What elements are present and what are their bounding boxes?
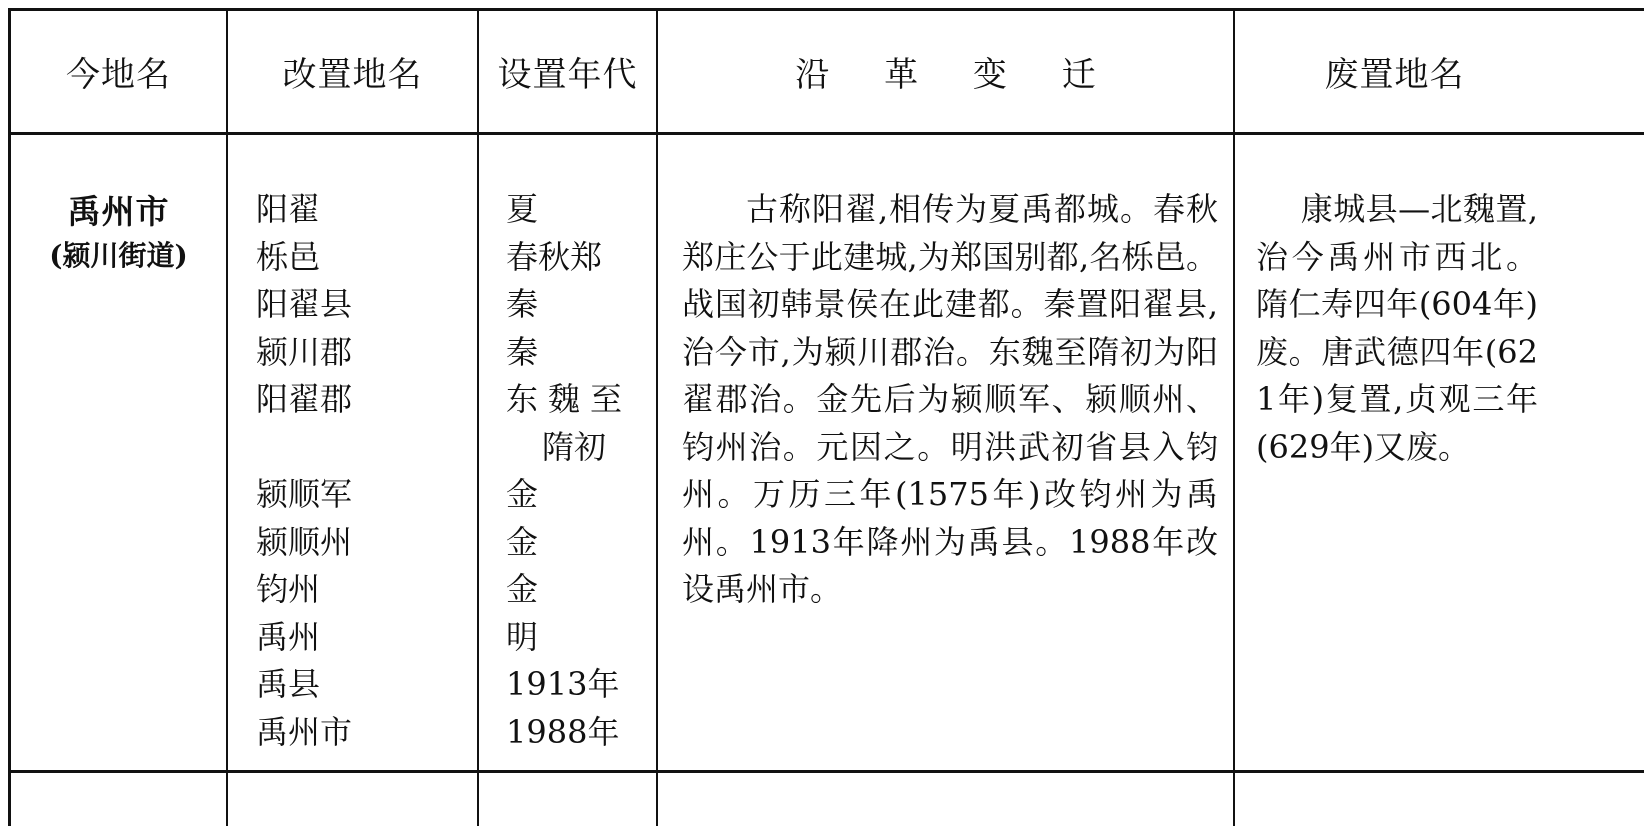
list-item: 金 bbox=[506, 522, 539, 561]
list-item: 阳翟县 bbox=[256, 285, 353, 323]
list-item: 颍顺州 bbox=[256, 522, 353, 561]
list-item: 金 bbox=[506, 570, 539, 608]
changed-names-cell bbox=[256, 186, 471, 756]
header-history: 沿 革 变 迁 bbox=[795, 55, 1118, 95]
list-item: 禹县 bbox=[256, 665, 321, 703]
list-item: 夏 bbox=[506, 190, 539, 228]
list-item: 秦 bbox=[506, 285, 539, 323]
list-item: 颍顺军 bbox=[256, 475, 353, 513]
list-item: 明 bbox=[506, 617, 539, 656]
list-item-spacer bbox=[256, 424, 471, 472]
list-item: 阳翟 bbox=[256, 190, 321, 228]
list-item: 金 bbox=[506, 475, 539, 513]
list-item: 1988年 bbox=[506, 712, 620, 751]
today-place-subdistrict: (颍川街道) bbox=[49, 239, 188, 272]
list-item: 隋初 bbox=[542, 427, 607, 466]
header-bottom-border bbox=[8, 132, 1644, 135]
history-text: 古称阳翟,相传为夏禹都城。春秋郑庄公于此建城,为郑国别都,名栎邑。战国初韩景侯在此建都。秦置阳翟县,治今市,为颍川郡治。东魏至隋初为阳翟郡治。金先后为颍顺军、颍顺州、钧州治。元因之。明洪武初省县入钧州。万历三年(1575年)改钧州为禹州。1913年降州为禹县。1988年改设禹州市。 bbox=[682, 190, 1218, 608]
today-place-name: 禹州市 bbox=[67, 192, 170, 231]
list-item: 钧州 bbox=[256, 570, 321, 608]
list-item: 阳翟郡 bbox=[256, 380, 353, 418]
header-abolished-name: 废置地名 bbox=[1324, 55, 1465, 95]
list-item: 栎邑 bbox=[256, 237, 321, 276]
list-item: 禹州 bbox=[256, 617, 321, 656]
today-place-cell bbox=[11, 188, 226, 308]
abolished-text: 康城县—北魏置,治今禹州市西北。隋仁寿四年(604年)废。唐武德四年(621年)复置,贞观三年(629年)又废。 bbox=[1256, 190, 1538, 466]
header-today-name: 今地名 bbox=[66, 55, 171, 95]
list-item: 1913年 bbox=[506, 665, 620, 703]
row-bottom-border bbox=[8, 770, 1644, 773]
list-item: 禹州市 bbox=[256, 712, 353, 751]
header-set-era: 设置年代 bbox=[497, 55, 638, 95]
list-item: 春秋郑 bbox=[506, 237, 603, 276]
list-item: 颍川郡 bbox=[256, 332, 353, 371]
list-item: 东魏至 bbox=[506, 380, 633, 418]
header-changed-name: 改置地名 bbox=[282, 55, 423, 95]
list-item: 秦 bbox=[506, 332, 539, 371]
set-eras-cell bbox=[506, 186, 652, 756]
